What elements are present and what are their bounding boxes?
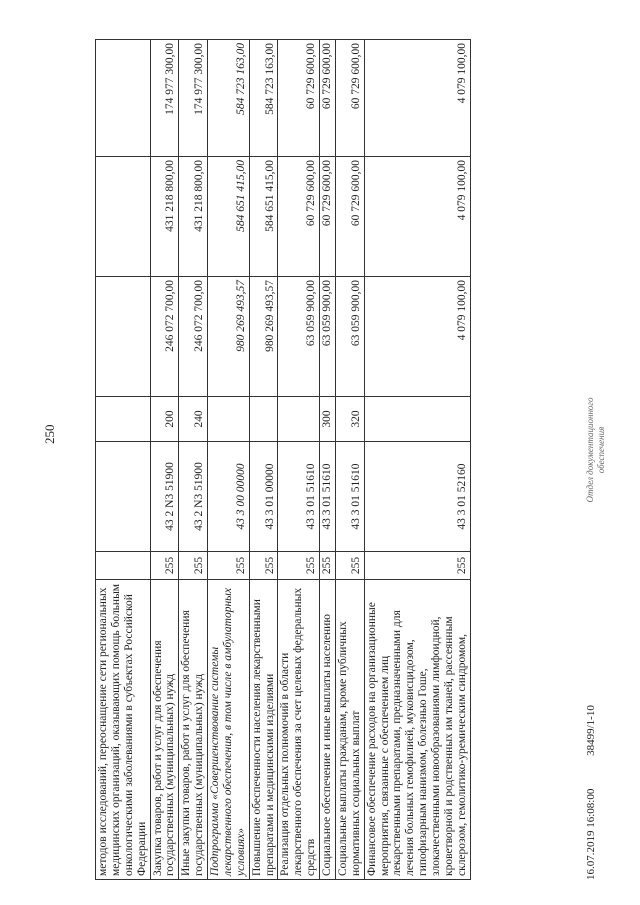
table-row [96, 40, 151, 880]
row-name-cell: Иные закупки товаров, работ и услуг для обеспечения государственных (муниципальных) нужд [179, 580, 208, 880]
row-code-cell: 255 [335, 552, 364, 580]
row-value-1-cell: 980 269 493,57 [249, 277, 278, 397]
row-code-cell: 255 [364, 552, 470, 580]
row-code-cell: 255 [320, 552, 336, 580]
row-value-2-cell: 60 729 600,00 [335, 157, 364, 277]
row-name-cell: Подпрограмма «Совершенствование системы лекарственного обеспечения, в том числе в амбулаторных условиях» [208, 580, 250, 880]
row-vr-cell [96, 397, 151, 442]
row-value-2-cell: 60 729 600,00 [278, 157, 320, 277]
row-vr-cell [364, 397, 470, 442]
row-csr-cell: 43 3 01 51610 [335, 442, 364, 552]
row-code-cell: 255 [249, 552, 278, 580]
row-vr-cell: 240 [179, 397, 208, 442]
budget-table-rotated [95, 40, 580, 880]
row-value-3-cell: 174 977 300,00 [150, 40, 179, 157]
row-value-2-cell: 431 218 800,00 [150, 157, 179, 277]
row-vr-cell: 320 [335, 397, 364, 442]
row-code-cell: 255 [208, 552, 250, 580]
row-value-3-cell: 4 079 100,00 [364, 40, 470, 157]
document-footer [585, 480, 597, 880]
row-code-cell: 255 [150, 552, 179, 580]
row-value-3-cell: 584 723 163,00 [249, 40, 278, 157]
stamp-line-2: обеспечения [595, 426, 606, 474]
row-value-1-cell [96, 277, 151, 397]
row-value-3-cell [96, 40, 151, 157]
row-name-cell: Реализация отдельных полномочий в области лекарственного обеспечения за счет целевых федеральных средств [278, 580, 320, 880]
row-code-cell: 255 [179, 552, 208, 580]
row-value-2-cell: 4 079 100,00 [364, 157, 470, 277]
row-name-cell: Социальное обеспечение и иные выплаты населению [320, 580, 336, 880]
table-row [150, 40, 179, 880]
row-value-2-cell: 584 651 415,00 [208, 157, 250, 277]
row-code-cell: 255 [278, 552, 320, 580]
row-vr-cell [249, 397, 278, 442]
footer-timestamp: 16.07.2019 16:08:00 [585, 788, 597, 880]
table-row [249, 40, 278, 880]
row-name-cell: методов исследований, переоснащение сети региональных медицинских организаций, оказывающих помощь больным онкологическими заболеваниями в субъектах Российской Федерации [96, 580, 151, 880]
budget-table-body [96, 40, 471, 880]
stamp-line-1: Отдел документационного [585, 397, 595, 503]
row-csr-cell: 43 3 01 52160 [364, 442, 470, 552]
row-value-1-cell: 63 059 900,00 [320, 277, 336, 397]
row-value-2-cell: 431 218 800,00 [179, 157, 208, 277]
row-value-3-cell: 60 729 600,00 [278, 40, 320, 157]
row-csr-cell: 43 3 01 00000 [249, 442, 278, 552]
table-row [335, 40, 364, 880]
page-number: 250 [42, 424, 57, 444]
row-vr-cell [208, 397, 250, 442]
row-name-cell: Закупка товаров, работ и услуг для обеспечения государственных (муниципальных) нужд [150, 580, 179, 880]
budget-table [95, 39, 471, 880]
table-row [278, 40, 320, 880]
row-value-3-cell: 174 977 300,00 [179, 40, 208, 157]
row-value-2-cell [96, 157, 151, 277]
row-value-2-cell: 60 729 600,00 [320, 157, 336, 277]
table-row [208, 40, 250, 880]
row-value-1-cell: 980 269 493,57 [208, 277, 250, 397]
row-csr-cell: 43 3 01 51610 [278, 442, 320, 552]
table-row [179, 40, 208, 880]
footer-doc-id: 38499/1-10 [585, 705, 597, 756]
row-value-2-cell: 584 651 415,00 [249, 157, 278, 277]
row-value-1-cell: 63 059 900,00 [335, 277, 364, 397]
row-csr-cell: 43 2 N3 51900 [150, 442, 179, 552]
row-value-1-cell: 246 072 700,00 [179, 277, 208, 397]
row-vr-cell: 300 [320, 397, 336, 442]
row-vr-cell: 200 [150, 397, 179, 442]
row-csr-cell: 43 2 N3 51900 [179, 442, 208, 552]
row-vr-cell [278, 397, 320, 442]
row-name-cell: Социальные выплаты гражданам, кроме публичных нормативных социальных выплат [335, 580, 364, 880]
row-name-cell: Повышение обеспеченности населения лекарственными препаратами и медицинскими изделиями [249, 580, 278, 880]
row-value-3-cell: 60 729 600,00 [320, 40, 336, 157]
row-value-3-cell: 584 723 163,00 [208, 40, 250, 157]
row-value-1-cell: 63 059 900,00 [278, 277, 320, 397]
table-row [320, 40, 336, 880]
row-csr-cell: 43 3 00 00000 [208, 442, 250, 552]
row-csr-cell: 43 3 01 51610 [320, 442, 336, 552]
table-row [364, 40, 470, 880]
row-value-3-cell: 60 729 600,00 [335, 40, 364, 157]
row-csr-cell [96, 442, 151, 552]
row-code-cell [96, 552, 151, 580]
row-value-1-cell: 4 079 100,00 [364, 277, 470, 397]
row-value-1-cell: 246 072 700,00 [150, 277, 179, 397]
row-name-cell: Финансовое обеспечение расходов на организационные мероприятия, связанные с обеспечением лиц лекарственными препаратами, предназначенными для лечения больных гемофилией, муковисцидозом, гипофизарным нанизмом, болезнью Гоше, злокачественными новообразованиями лимфоидной, кроветворной и родственных им тканей, рассеянным склерозом, гемолитико-уремическим синдромом, [364, 580, 470, 880]
